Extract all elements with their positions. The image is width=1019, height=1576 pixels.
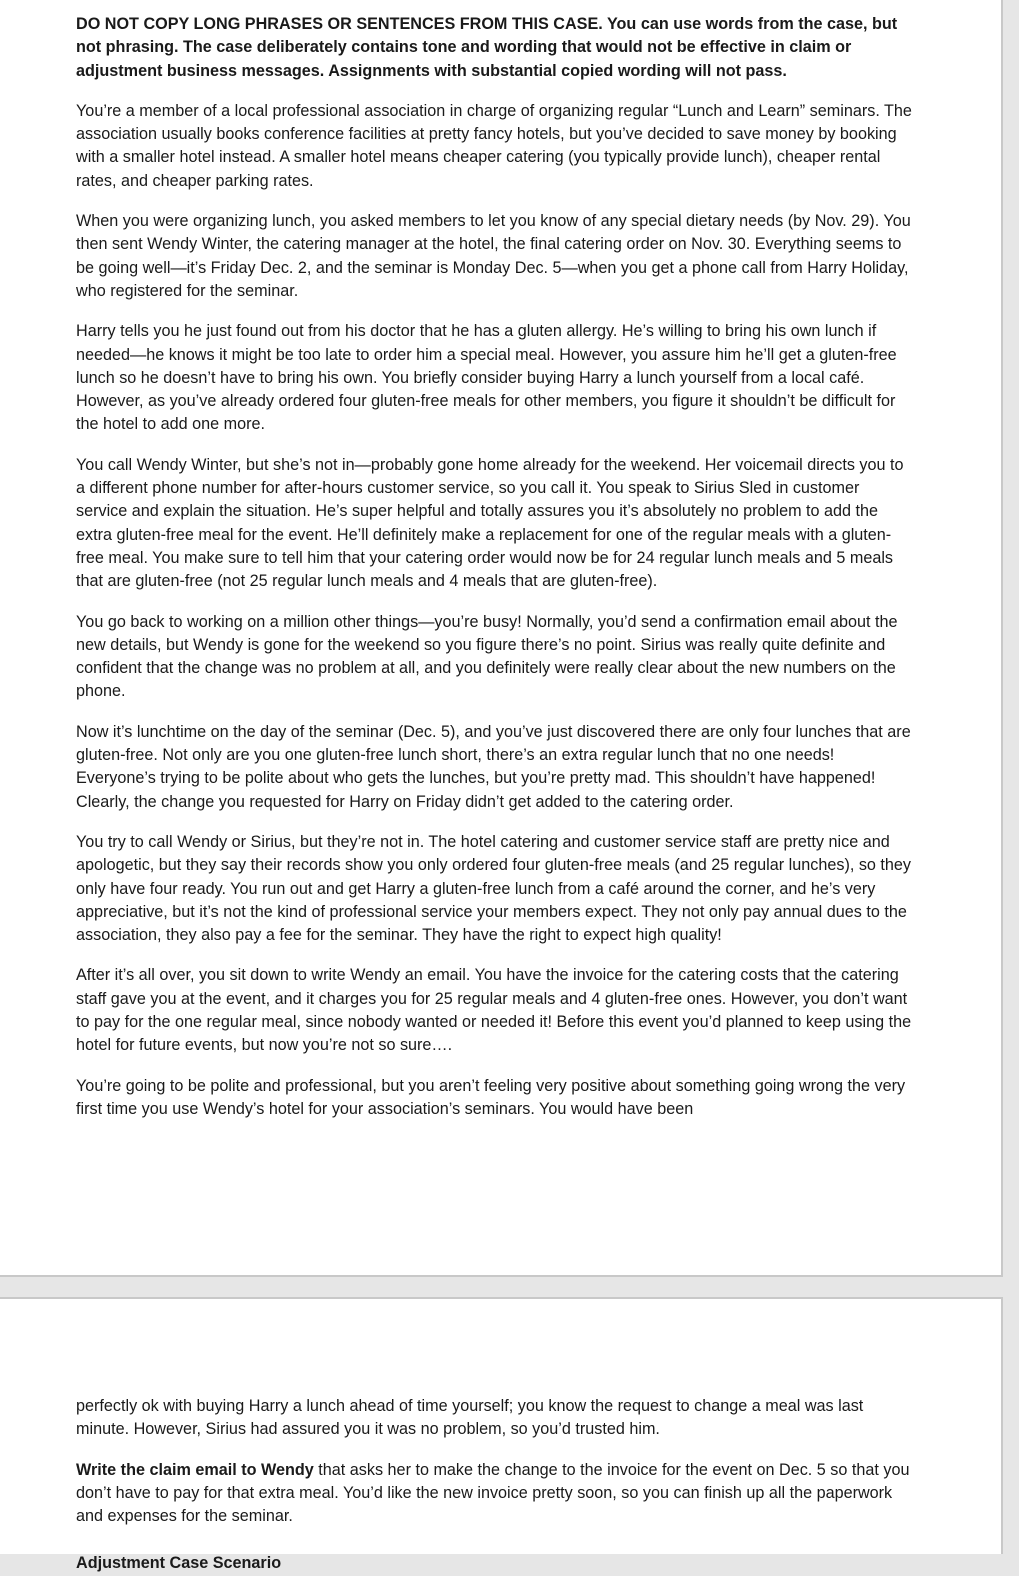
page-2-content: [76, 1395, 912, 1573]
instruction-bold: Write the claim email to Wendy: [76, 1460, 314, 1479]
case-paragraph: You’re a member of a local professional association in charge of organizing regular “Lunch and Learn” seminars. The association usually books conference facilities at pretty fancy hotels, but you’ve decided to save money by booking with a smaller hotel instead. A smaller hotel means cheaper catering (you typically provide lunch), cheaper rental rates, and cheaper parking rates.: [76, 101, 912, 190]
document-page-2: [0, 1297, 1003, 1573]
assignment-instruction: [76, 1459, 912, 1529]
case-paragraph: You go back to working on a million other things—you’re busy! Normally, you’d send a confirmation email about the new details, but Wendy is gone for the weekend so you figure there’s no point. Sirius was really quite definite and confident that the change was no problem at all, and you definitely were really clear about the new numbers on the phone.: [76, 612, 898, 701]
copy-warning: DO NOT COPY LONG PHRASES OR SENTENCES FROM THIS CASE. You can use words from the case, but not phrasing. The case deliberately contains tone and wording that would not be effective in claim or adjustment business messages. Assignments with substantial copied wording will not pass.: [76, 15, 898, 80]
case-paragraph: When you were organizing lunch, you asked members to let you know of any special dietary needs (by Nov. 29). You then sent Wendy Winter, the catering manager at the hotel, the final catering order on Nov. 30. Everything seems to be going well—it’s Friday Dec. 2, and the seminar is Monday Dec. 5—when you get a phone call from Harry Holiday, who registered for the seminar.: [76, 212, 911, 300]
next-section-heading: [76, 1545, 912, 1573]
case-paragraph: Harry tells you he just found out from his doctor that he has a gluten allergy. He’s willing to bring his own lunch if needed—he knows it might be too late to order him a special meal. However, you assure him he’ll get a gluten-free lunch so he doesn’t have to bring his own. You briefly consider buying Harry a lunch yourself from a local café. However, as you’ve already ordered four gluten-free meals for other members, you figure it shouldn’t be difficult for the hotel to add one more.: [76, 322, 897, 434]
case-paragraph: Now it’s lunchtime on the day of the seminar (Dec. 5), and you’ve just discovered there are only four lunches that are gluten-free. Not only are you one gluten-free lunch short, there’s an extra regular lunch that no one needs! Everyone’s trying to be polite about who gets the lunches, but you’re pretty mad. This shouldn’t have happened! Clearly, the change you requested for Harry on Friday didn’t get added to the catering order.: [76, 722, 911, 811]
instruction-text: that asks her to make the change to the invoice for the event on Dec. 5 so that you don’t have to pay for that extra meal. You’d like the new invoice pretty soon, so you can finish up all the paperwork and expenses for the seminar.: [76, 1460, 910, 1526]
case-paragraph: You’re going to be polite and professional, but you aren’t feeling very positive about something going wrong the very first time you use Wendy’s hotel for your association’s seminars. You would have been: [76, 1076, 906, 1118]
next-section-heading-text: Adjustment Case Scenario: [76, 1554, 282, 1573]
case-paragraph: You call Wendy Winter, but she’s not in—probably gone home already for the weekend. Her voicemail directs you to a different phone number for after-hours customer service, so you call it. You speak to Sirius Sled in customer service and explain the situation. He’s super helpful and totally assures you it’s absolutely no problem to add the extra gluten-free meal for the event. He’ll definitely make a replacement for one of the regular meals with a gluten-free meal. You make sure to tell him that your catering order would now be for 24 regular lunch meals and 5 meals that are gluten-free (not 25 regular lunch meals and 4 meals that are gluten-free).: [76, 455, 904, 591]
case-paragraph-continuation: perfectly ok with buying Harry a lunch ahead of time yourself; you know the request to change a meal was last minute. However, Sirius had assured you it was no problem, so you’d trusted him.: [76, 1397, 864, 1439]
case-paragraph: After it’s all over, you sit down to write Wendy an email. You have the invoice for the catering costs that the catering staff gave you at the event, and it charges you for 25 regular meals and 4 gluten-free ones. However, you don’t want to pay for the one regular meal, since nobody wanted or needed it! Before this event you’d planned to keep using the hotel for future events, but now you’re not so sure….: [76, 966, 912, 1055]
page-1-content: [76, 13, 912, 1138]
case-paragraph: You try to call Wendy or Sirius, but they’re not in. The hotel catering and customer service staff are pretty nice and apologetic, but they say their records show you only ordered four gluten-free meals (and 25 regular lunches), so they only have four ready. You run out and get Harry a gluten-free lunch from a café around the corner, and he’s very appreciative, but it’s not the kind of professional service your members expect. They not only pay annual dues to the association, they also pay a fee for the seminar. They have the right to expect high quality!: [76, 832, 912, 945]
